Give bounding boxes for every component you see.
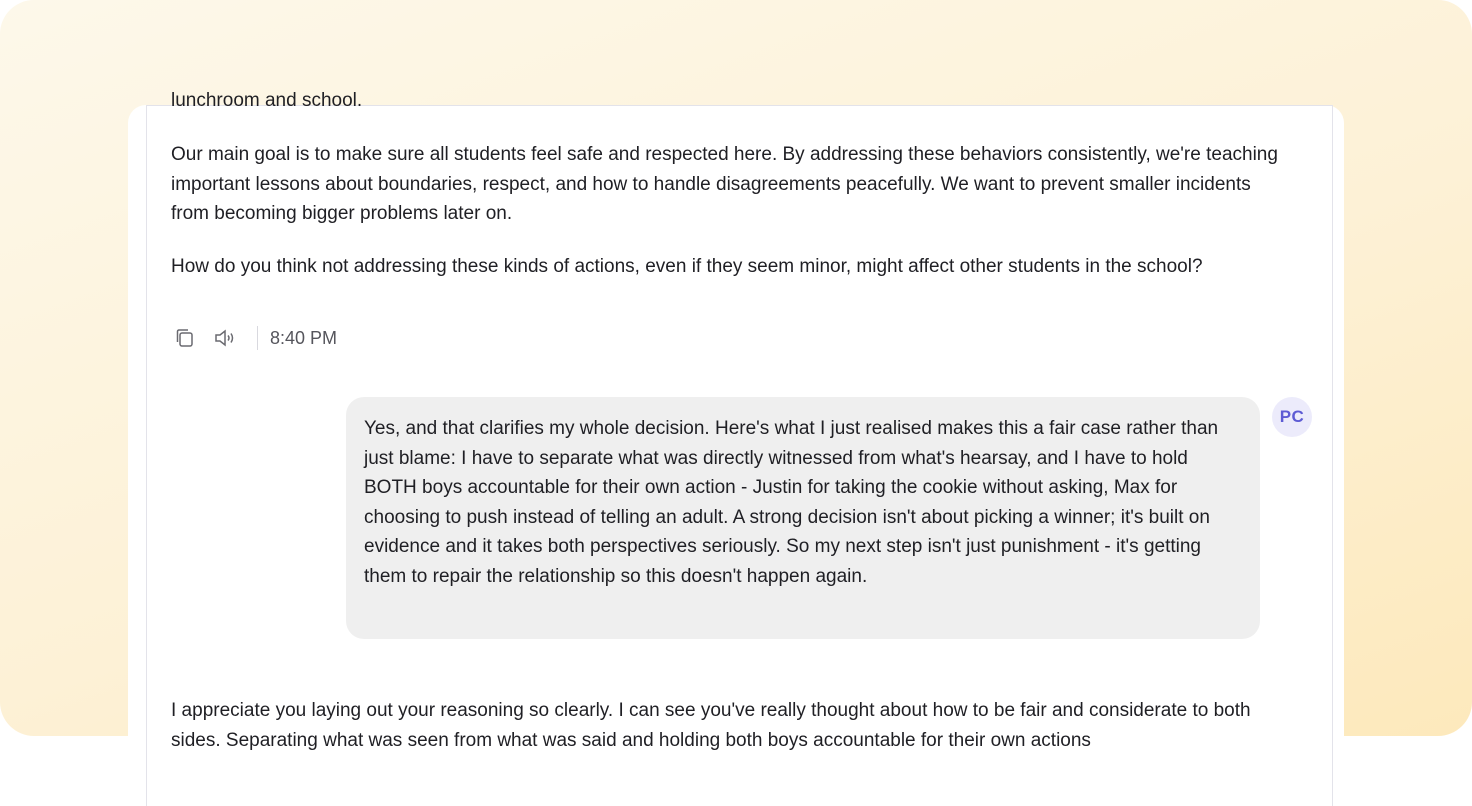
assistant-message-question: How do you think not addressing these kinds of actions, even if they seem minor, might affect other students in the school? <box>171 256 1203 277</box>
message-timestamp: 8:40 PM <box>270 327 338 348</box>
assistant-message-paragraph: Our main goal is to make sure all students feel safe and respected here. By addressing these behaviors consistently, we're teaching important lessons about boundaries, respect, and how to handle disagreements peacefully. We want to prevent smaller incidents from becoming bigger problems later on. <box>171 144 1278 224</box>
speaker-icon[interactable] <box>213 326 237 350</box>
copy-icon[interactable] <box>173 326 197 350</box>
assistant-reply-partial: I appreciate you laying out your reasoning so clearly. I can see you've really thought about how to be fair and considerate to both sides. Separating what was seen from what was said and holding both boys accountable for their own actions <box>171 700 1251 751</box>
user-message-bubble: Yes, and that clarifies my whole decision. Here's what I just realised makes this a fair case rather than just blame: I have to separate what was directly witnessed from what's hearsay, and I have to hold BOTH boys accountable for their own action - Justin for taking the cookie without asking, Max for choosing to push instead of telling an adult. A strong decision isn't about picking a winner; it's built on evidence and it takes both perspectives seriously. So my next step isn't just punishment - it's getting them to repair the relationship so this doesn't happen again. <box>346 397 1260 639</box>
message-actions <box>173 325 337 351</box>
user-avatar: PC <box>1272 397 1312 437</box>
chat-card <box>128 90 1344 765</box>
chat-transcript[interactable] <box>146 90 1333 806</box>
actions-divider <box>257 326 258 350</box>
assistant-message-partial: lunchroom and school. <box>171 90 363 111</box>
